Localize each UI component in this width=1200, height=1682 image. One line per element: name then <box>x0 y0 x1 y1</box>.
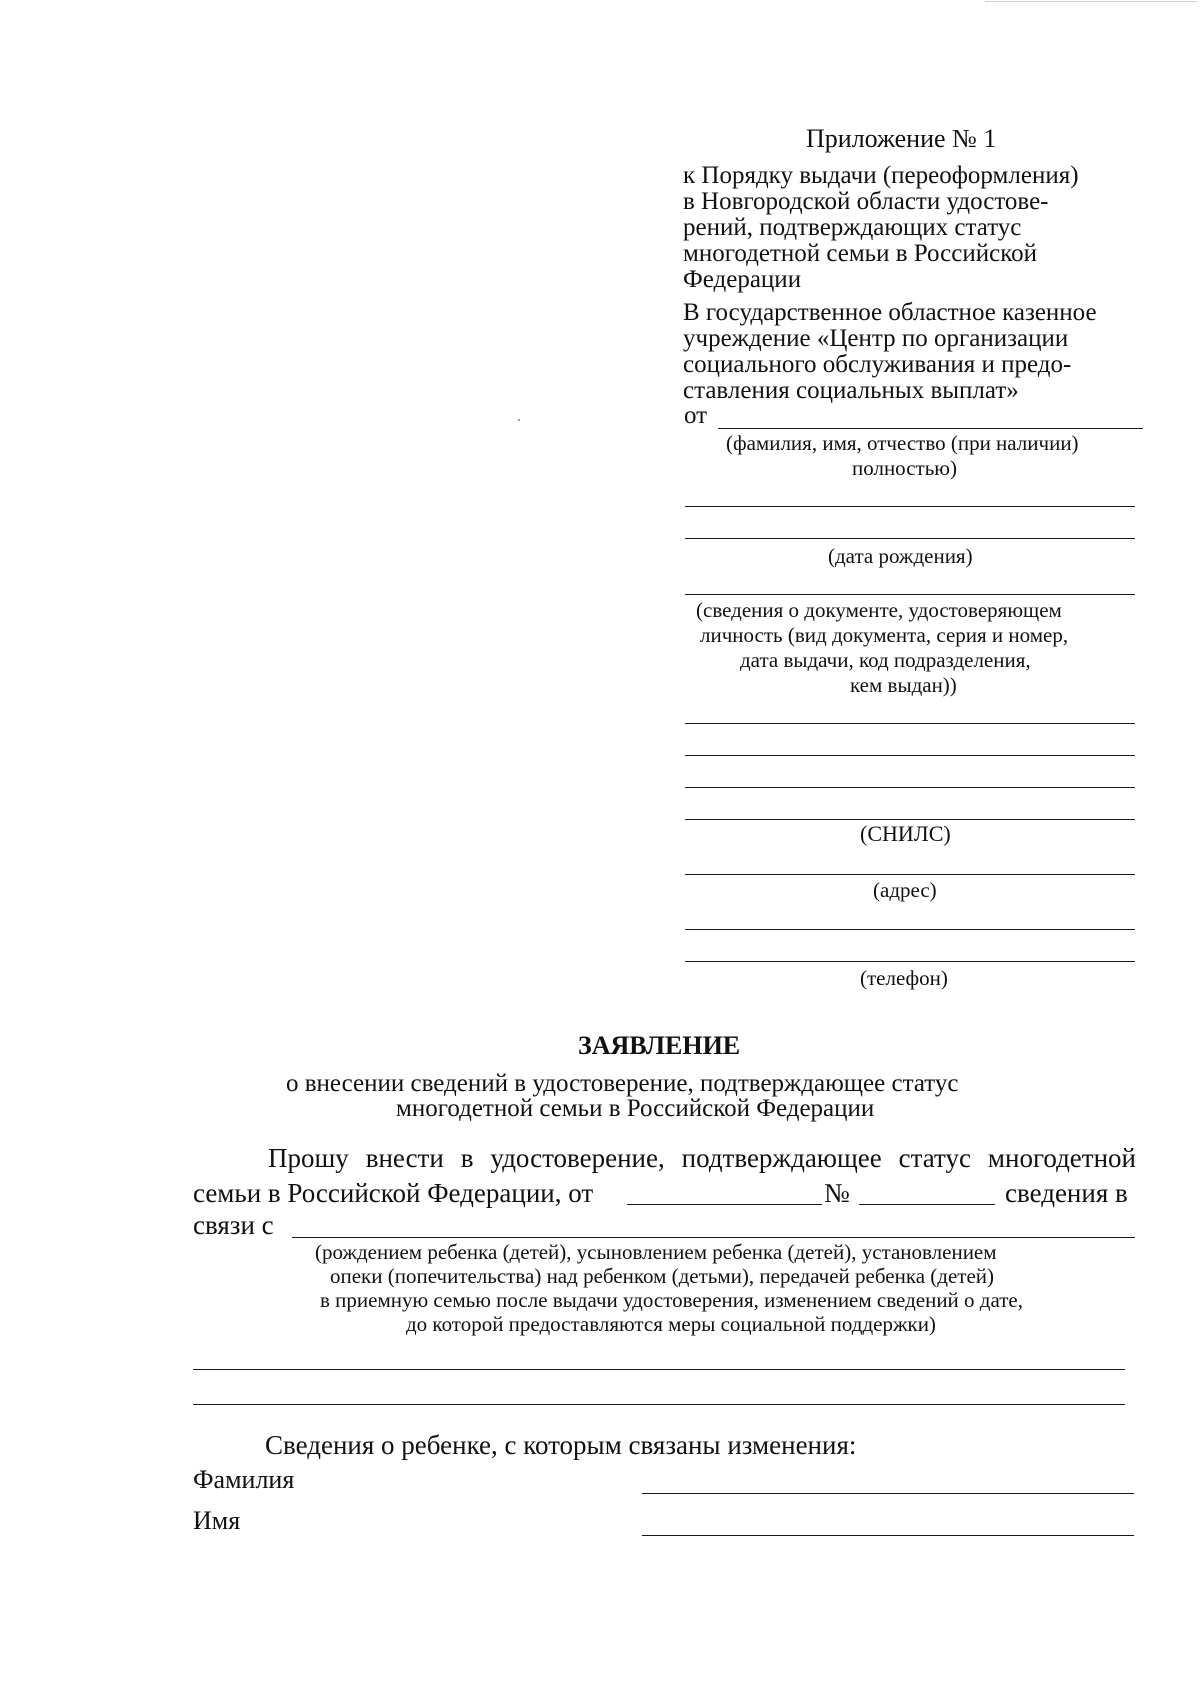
certificate-date-field[interactable] <box>627 1204 822 1205</box>
appendix-ref-line-1: к Порядку выдачи (переоформления) <box>683 162 1079 189</box>
number-sign: № <box>824 1178 850 1208</box>
child-surname-label: Фамилия <box>193 1465 295 1494</box>
birth-date-hint: (дата рождения) <box>828 544 973 568</box>
child-name-label: Имя <box>193 1506 241 1535</box>
scan-edge-mark <box>985 1 1197 2</box>
identity-document-field[interactable] <box>685 594 1135 595</box>
appendix-ref-line-4: многодетной семьи в Российской <box>683 240 1037 267</box>
snils-hint: (СНИЛС) <box>860 821 951 846</box>
addressee-line-3: социального обслуживания и предо- <box>683 351 1072 378</box>
statement-title: ЗАЯВЛЕНИЕ <box>578 1031 741 1060</box>
applicant-name-field-extra[interactable] <box>685 506 1135 507</box>
appendix-ref-line-2: в Новгородской области удостове- <box>683 188 1049 215</box>
identity-doc-field-2[interactable] <box>685 755 1135 756</box>
addressee-line-2: учреждение «Центр по организации <box>683 325 1069 352</box>
statement-subtitle-2: многодетной семьи в Российской Федерации <box>396 1095 875 1122</box>
identity-doc-hint-4: кем выдан)) <box>850 673 957 697</box>
from-label: от <box>684 402 708 429</box>
child-surname-field[interactable] <box>642 1493 1134 1494</box>
address-field[interactable] <box>685 874 1135 875</box>
reason-field-extra-1[interactable] <box>193 1369 1125 1370</box>
appendix-ref-line-5: Федерации <box>683 266 802 293</box>
appendix-title: Приложение № 1 <box>806 124 997 153</box>
identity-doc-field-1[interactable] <box>685 723 1135 724</box>
reason-hint-2: опеки (попечительства) над ребенком (детьми), передачей ребенка (детей) <box>330 1264 995 1288</box>
request-line-2b: сведения в <box>1005 1178 1128 1208</box>
identity-doc-hint-2: личность (вид документа, серия и номер, <box>700 623 1069 647</box>
phone-field[interactable] <box>685 961 1135 962</box>
addressee-line-1: В государственное областное казенное <box>683 299 1097 326</box>
identity-doc-hint-3: дата выдачи, код подразделения, <box>740 648 1031 672</box>
reason-hint-3: в приемную семью после выдачи удостоверения, изменением сведений о дате, <box>320 1288 1024 1312</box>
child-info-heading: Сведения о ребенке, с которым связаны изменения: <box>265 1430 857 1460</box>
address-field-extra[interactable] <box>685 929 1135 930</box>
request-line-3: связи с <box>193 1210 274 1240</box>
identity-doc-field-3[interactable] <box>685 787 1135 788</box>
identity-doc-hint-1: (сведения о документе, удостоверяющем <box>696 598 1062 622</box>
reason-field[interactable] <box>292 1237 1135 1238</box>
reason-field-extra-2[interactable] <box>193 1404 1125 1405</box>
appendix-ref-line-3: рений, подтверждающих статус <box>683 214 1022 241</box>
certificate-number-field[interactable] <box>859 1204 995 1205</box>
phone-hint: (телефон) <box>860 966 948 990</box>
reason-hint-1: (рождением ребенка (детей), усыновлением ребенка (детей), установлением <box>315 1240 997 1264</box>
request-line-2a: семьи в Российской Федерации, от <box>193 1178 594 1208</box>
applicant-name-field[interactable] <box>718 428 1143 429</box>
statement-subtitle-1: о внесении сведений в удостоверение, подтверждающее статус <box>286 1070 959 1097</box>
scan-speck <box>518 419 520 421</box>
applicant-name-hint-1: (фамилия, имя, отчество (при наличии) <box>726 431 1079 455</box>
request-line-1: Прошу внести в удостоверение, подтверждающее статус многодетной <box>268 1143 1136 1173</box>
addressee-line-4: ставления социальных выплат» <box>683 377 1019 404</box>
applicant-name-hint-2: полностью) <box>852 456 957 480</box>
birth-date-field[interactable] <box>685 538 1135 539</box>
child-name-field[interactable] <box>642 1535 1134 1536</box>
reason-hint-4: до которой предоставляются меры социальной поддержки) <box>406 1312 936 1336</box>
snils-field[interactable] <box>685 819 1135 820</box>
address-hint: (адрес) <box>873 878 937 902</box>
